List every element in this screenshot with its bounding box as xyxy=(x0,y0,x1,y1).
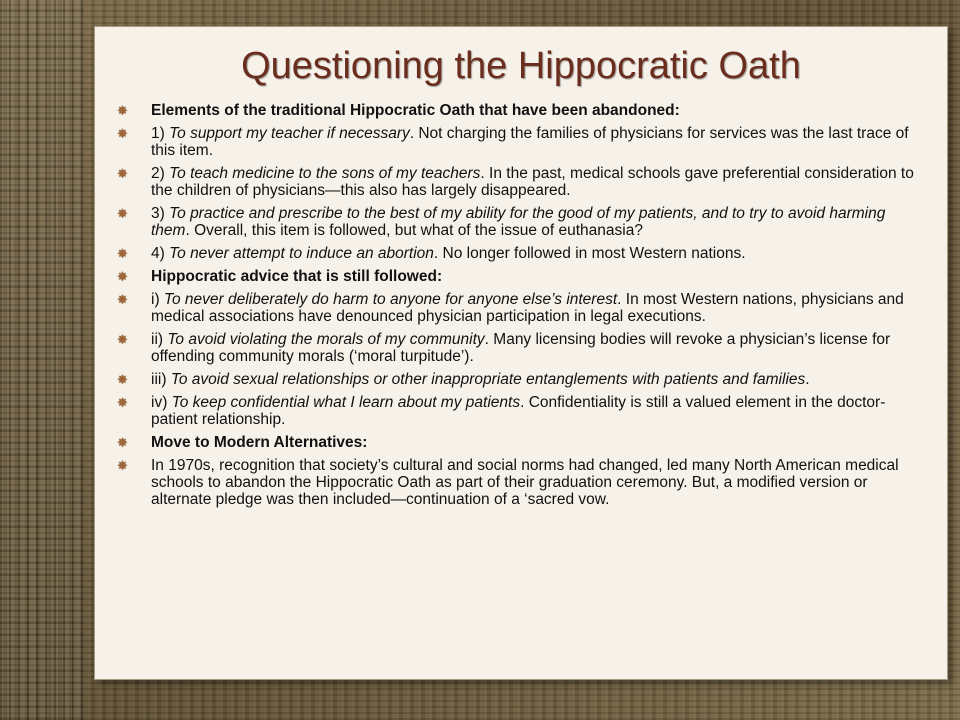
star-bullet-icon: ✸ xyxy=(117,395,128,410)
section-heading: Elements of the traditional Hippocratic Oath that have been abandoned: xyxy=(151,102,680,119)
slide-panel xyxy=(94,26,948,680)
item-quote: To never deliberately do harm to anyone for anyone else’s interest xyxy=(163,291,618,308)
star-bullet-icon: ✸ xyxy=(117,246,128,261)
bullet-item xyxy=(117,102,925,119)
bullet-item xyxy=(117,125,925,159)
star-bullet-icon: ✸ xyxy=(117,458,128,473)
wood-background-strip xyxy=(0,0,84,720)
bullet-item xyxy=(117,268,925,285)
item-text: . Confidentiality is still a valued element in the doctor-patient relationship. xyxy=(151,394,886,428)
bullet-item xyxy=(117,457,925,508)
bullet-item xyxy=(117,205,925,239)
star-bullet-icon: ✸ xyxy=(117,166,128,181)
slide-title: Questioning the Hippocratic Oath xyxy=(241,45,801,87)
bullet-item xyxy=(117,371,925,388)
star-bullet-icon: ✸ xyxy=(117,332,128,347)
star-bullet-icon: ✸ xyxy=(117,435,128,450)
star-bullet-icon: ✸ xyxy=(117,372,128,387)
item-prefix: 4) xyxy=(151,245,170,262)
item-quote: To teach medicine to the sons of my teachers xyxy=(169,165,481,182)
bullet-item xyxy=(117,165,925,199)
item-text: . xyxy=(805,371,810,388)
bullet-item xyxy=(117,331,925,365)
item-text: . In most Western nations, physicians and medical associations have denounced physician participation in legal executions. xyxy=(151,291,904,325)
section-heading: Move to Modern Alternatives: xyxy=(151,434,368,451)
bullet-item xyxy=(117,434,925,451)
item-quote: To keep confidential what I learn about my patients xyxy=(171,394,521,411)
star-bullet-icon: ✸ xyxy=(117,206,128,221)
bullet-item xyxy=(117,245,925,262)
item-prefix: iii) xyxy=(151,371,171,388)
bullet-item xyxy=(117,291,925,325)
item-text: . No longer followed in most Western nations. xyxy=(433,245,746,262)
star-bullet-icon: ✸ xyxy=(117,103,128,118)
item-prefix: 3) xyxy=(151,205,170,222)
item-prefix: i) xyxy=(151,291,164,308)
star-bullet-icon: ✸ xyxy=(117,292,128,307)
bullet-list xyxy=(117,102,925,514)
item-text: . Not charging the families of physicians for services was the last trace of this item. xyxy=(151,125,909,159)
star-bullet-icon: ✸ xyxy=(117,126,128,141)
item-text: . Overall, this item is followed, but what of the issue of euthanasia? xyxy=(185,222,643,239)
item-text: In 1970s, recognition that society’s cultural and social norms had changed, led many North American medical schools to abandon the Hippocratic Oath as part of their graduation ceremony. But, a modified version or alternate pledge was then included—continuation of a ‘sacred vow. xyxy=(151,457,899,508)
item-prefix: 1) xyxy=(151,125,170,142)
item-quote: To practice and prescribe to the best of my ability for the good of my patients, and to try to avoid harming them xyxy=(151,205,886,239)
star-bullet-icon: ✸ xyxy=(117,269,128,284)
section-heading: Hippocratic advice that is still followed: xyxy=(151,268,443,285)
bullet-item xyxy=(117,394,925,428)
item-prefix: iv) xyxy=(151,394,172,411)
item-quote: To support my teacher if necessary xyxy=(169,125,410,142)
item-prefix: ii) xyxy=(151,331,168,348)
item-quote: To never attempt to induce an abortion xyxy=(169,245,434,262)
item-quote: To avoid violating the morals of my community xyxy=(167,331,485,348)
item-text: . Many licensing bodies will revoke a physician’s license for offending community morals (‘moral turpitude’). xyxy=(151,331,891,365)
item-prefix: 2) xyxy=(151,165,170,182)
item-text: . In the past, medical schools gave preferential consideration to the children of physicians—this also has largely disappeared. xyxy=(151,165,914,199)
item-quote: To avoid sexual relationships or other inappropriate entanglements with patients and families xyxy=(170,371,806,388)
